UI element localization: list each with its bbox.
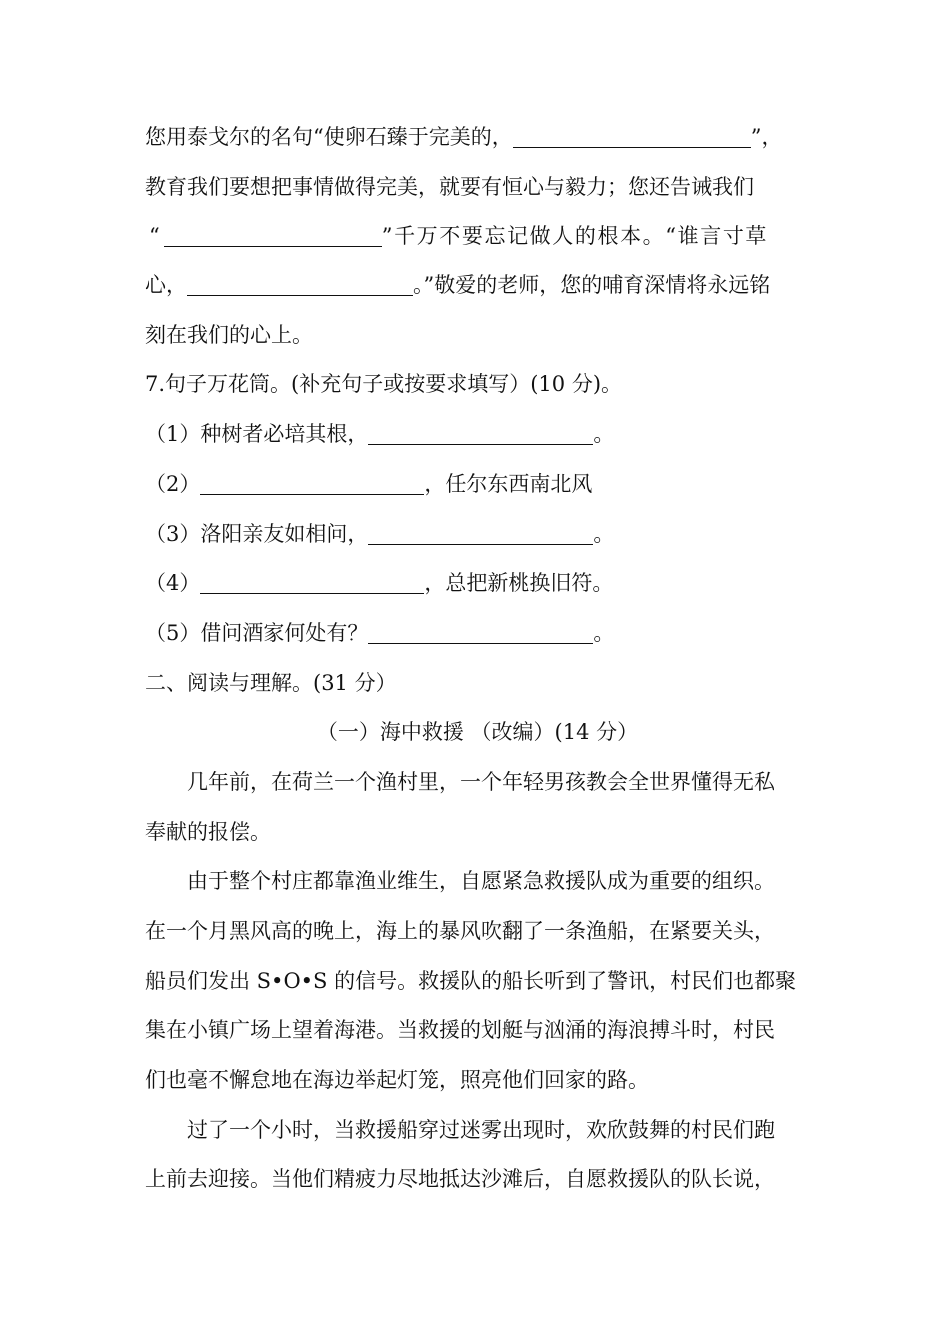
q7-answer-blank-4[interactable] bbox=[200, 571, 424, 594]
q7-item-5 bbox=[145, 618, 810, 648]
q7-item-1 bbox=[145, 419, 810, 449]
poem-line-4 bbox=[145, 270, 810, 300]
passage-p1-line-1: 几年前，在荷兰一个渔村里，一个年轻男孩教会全世界懂得无私 bbox=[187, 770, 775, 794]
q7-item-4-prefix: （4） bbox=[145, 571, 201, 595]
q7-item-3-suffix: 。 bbox=[593, 522, 615, 546]
section-2-title: 二、阅读与理解。(31 分） bbox=[145, 671, 397, 695]
answer-blank-2[interactable] bbox=[164, 224, 382, 247]
poem-line-5: 刻在我们的心上。 bbox=[145, 323, 313, 347]
q7-item-3-prefix: （3）洛阳亲友如相问， bbox=[145, 522, 369, 546]
passage-title: （一）海中救援 （改编）(14 分） bbox=[316, 720, 639, 744]
question-7-title: 7.句子万花筒。(补充句子或按要求填写）(10 分)。 bbox=[145, 372, 623, 396]
answer-blank-1[interactable] bbox=[513, 125, 751, 148]
q7-item-2-suffix: ，任尔东西南北风 bbox=[424, 472, 593, 496]
poem-line-1 bbox=[145, 122, 810, 152]
passage-p2-line-2: 在一个月黑风高的晚上，海上的暴风吹翻了一条渔船，在紧要关头， bbox=[145, 919, 775, 943]
q7-item-2 bbox=[145, 469, 810, 499]
passage-p2-line-1: 由于整个村庄都靠渔业维生，自愿紧急救援队成为重要的组织。 bbox=[187, 869, 775, 893]
poem-line-1-end: ”， bbox=[750, 125, 783, 149]
q7-item-4-suffix: ，总把新桃换旧符。 bbox=[424, 571, 614, 595]
poem-line-3-text: ”千万不要忘记做人的根本。“谁言寸草 bbox=[381, 224, 769, 248]
q7-item-4 bbox=[145, 568, 810, 598]
passage-p2-line-5: 们也毫不懈怠地在海边举起灯笼，照亮他们回家的路。 bbox=[145, 1068, 649, 1092]
q7-answer-blank-1[interactable] bbox=[368, 422, 593, 445]
q7-answer-blank-5[interactable] bbox=[368, 621, 593, 644]
q7-item-1-suffix: 。 bbox=[593, 422, 615, 446]
poem-line-3 bbox=[145, 221, 810, 251]
passage-p2-line-3: 船员们发出 S•O•S 的信号。救援队的船长听到了警讯，村民们也都聚 bbox=[145, 969, 797, 993]
q7-item-5-prefix: （5）借问酒家何处有？ bbox=[145, 621, 369, 645]
answer-blank-3[interactable] bbox=[187, 273, 413, 296]
passage-p3-line-2: 上前去迎接。当他们精疲力尽地抵达沙滩后，自愿救援队的队长说， bbox=[145, 1167, 775, 1191]
passage-p3-line-1: 过了一个小时，当救援船穿过迷雾出现时，欢欣鼓舞的村民们跑 bbox=[187, 1118, 775, 1142]
poem-line-4-start: 心， bbox=[145, 273, 187, 297]
q7-item-3 bbox=[145, 519, 810, 549]
poem-line-3-open-quote: “ bbox=[149, 224, 160, 248]
passage-p2-line-4: 集在小镇广场上望着海港。当救援的划艇与汹涌的海浪搏斗时，村民 bbox=[145, 1018, 775, 1042]
q7-item-2-prefix: （2） bbox=[145, 472, 201, 496]
poem-line-1-text: 您用泰戈尔的名句“使卵石臻于完美的， bbox=[145, 125, 513, 149]
q7-answer-blank-3[interactable] bbox=[368, 522, 593, 545]
poem-line-4-text: 。”敬爱的老师，您的哺育深情将永远铭 bbox=[413, 273, 771, 297]
poem-line-2: 教育我们要想把事情做得完美，就要有恒心与毅力；您还告诫我们 bbox=[145, 175, 754, 199]
q7-item-5-suffix: 。 bbox=[593, 621, 615, 645]
passage-p1-line-2: 奉献的报偿。 bbox=[145, 820, 271, 844]
q7-item-1-prefix: （1）种树者必培其根， bbox=[145, 422, 369, 446]
q7-answer-blank-2[interactable] bbox=[200, 472, 424, 495]
